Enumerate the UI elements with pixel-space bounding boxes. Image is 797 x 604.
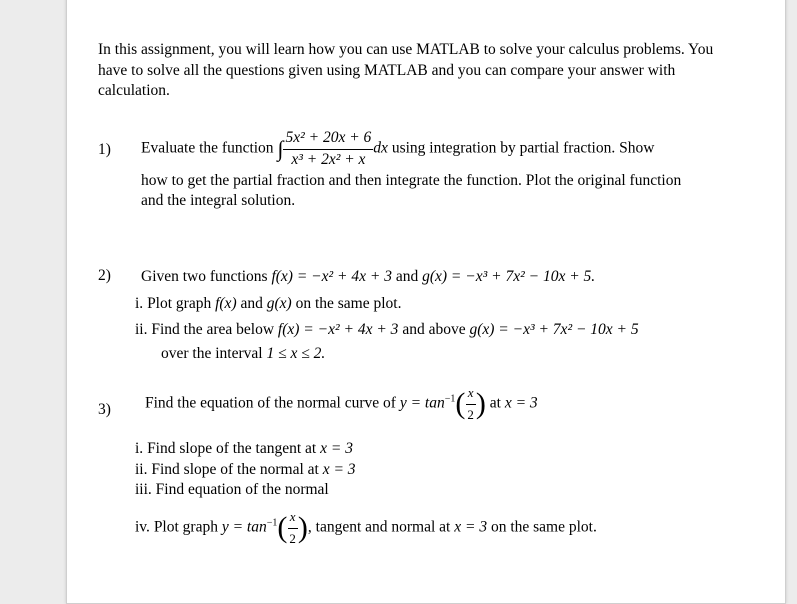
q3-iv-y-eq: y = tan: [221, 518, 267, 536]
q2-item-math: f(x) = −x² + 4x + 3: [277, 321, 399, 338]
q2-interval-text: over the interval: [161, 345, 263, 362]
q3-item-text: Find equation of the normal: [155, 481, 329, 498]
q3-iv-tail: , tangent and normal at: [307, 518, 451, 536]
q2-item-i: [135, 294, 401, 315]
q2-item-text: and: [240, 295, 263, 312]
q3-item-iv: [135, 507, 597, 549]
q2-item-text: and above: [402, 321, 466, 338]
q2-item-marker: i.: [135, 295, 144, 312]
q2-item-math: g(x): [266, 295, 292, 312]
q2-lead: Given two functions: [141, 268, 268, 285]
q3-iv-end: on the same plot.: [490, 518, 597, 536]
q2-item-math: g(x) = −x³ + 7x² − 10x + 5: [469, 321, 639, 338]
q1-tail: using integration by partial fraction. Show: [391, 139, 655, 157]
q1-integral-sign: ∫: [277, 135, 284, 161]
q2-and: and: [395, 268, 419, 285]
q3-fraction: [465, 383, 476, 425]
q3-item-iii: [135, 480, 329, 501]
q3-iv-frac-den: 2: [289, 530, 296, 546]
q3-number: 3): [98, 401, 111, 418]
q3-paren-open: (: [455, 386, 466, 420]
q1-lead: Evaluate the function: [141, 139, 274, 157]
q3-paren-close: ): [475, 386, 486, 420]
q3-y-eq: y = tan: [399, 394, 445, 412]
q3-iv-paren-close: ): [297, 510, 308, 544]
q3-inverse: −1: [444, 393, 456, 405]
q3-item-marker: iii.: [135, 481, 152, 498]
q1-line1: [141, 128, 654, 170]
q3-item-marker: iv.: [135, 518, 150, 536]
q3-item-math: x = 3: [320, 440, 353, 457]
q3-item-text: Find slope of the normal at: [151, 461, 319, 478]
q3-iv-math: x = 3: [454, 518, 488, 536]
q1-numerator: 5x² + 20x + 6: [283, 128, 373, 150]
q2-number: 2): [98, 267, 111, 284]
q3-lead: Find the equation of the normal curve of: [145, 394, 396, 412]
q1-denominator: x³ + 2x² + x: [291, 150, 366, 168]
q2-item-marker: ii.: [135, 321, 148, 338]
q3-iv-inverse: −1: [266, 517, 278, 529]
q3-item-marker: i.: [135, 440, 144, 457]
q3-item-math: x = 3: [322, 461, 356, 478]
q2-g-def: g(x) = −x³ + 7x² − 10x + 5.: [422, 268, 596, 285]
q3-iv-fraction: [287, 507, 298, 549]
q3-line1: [145, 383, 538, 425]
intro-paragraph: In this assignment, you will learn how you can use MATLAB to solve your calculus problems. You have to solve all the questions given using MATLAB and you can compare your answer with calculation.: [98, 41, 714, 99]
q2-line1: [141, 267, 595, 288]
q1-dx: dx: [373, 139, 388, 157]
q1-fraction: [283, 128, 373, 170]
q3-iv-paren-open: (: [277, 510, 288, 544]
q3-item-text: Plot graph: [153, 518, 218, 536]
q2-f-def: f(x) = −x² + 4x + 3: [271, 268, 392, 285]
q2-item-text: Find the area below: [151, 321, 275, 338]
q1-line2: how to get the partial fraction and then integrate the function. Plot the original function: [141, 172, 682, 189]
q2-item-math: f(x): [215, 295, 237, 312]
q2-item-ii: [135, 320, 639, 341]
q2-item-text: Plot graph: [147, 295, 212, 312]
q1-number: 1): [98, 141, 111, 158]
q3-frac-num: x: [466, 383, 476, 405]
q3-item-i: [135, 439, 353, 460]
q2-interval-line: [161, 344, 325, 365]
q2-interval-math: 1 ≤ x ≤ 2.: [266, 345, 326, 362]
q2-item-text: on the same plot.: [295, 295, 402, 312]
q3-item-marker: ii.: [135, 461, 148, 478]
q1-line3: and the integral solution.: [141, 192, 296, 209]
q3-at-value: x = 3: [504, 394, 538, 412]
q3-at: at: [489, 394, 501, 412]
q3-iv-frac-num: x: [288, 507, 298, 529]
q3-item-ii: [135, 460, 356, 481]
q3-item-text: Find slope of the tangent at: [147, 440, 317, 457]
document-page: [66, 0, 786, 604]
q3-frac-den: 2: [467, 406, 474, 422]
